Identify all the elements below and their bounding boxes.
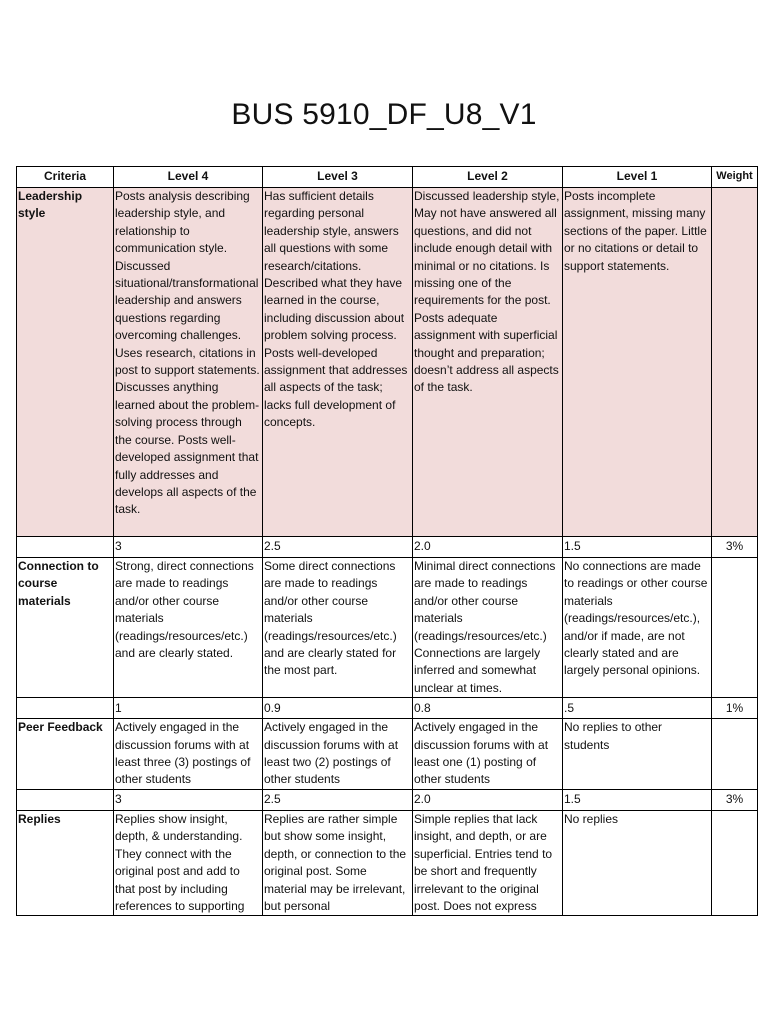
- score-cell: .5: [563, 698, 712, 719]
- level-2-cell: Discussed leadership style, May not have answered all questions, and did not include enough detail with minimal or no citations. Is missing one of the requirements for the post. Posts adequate assignment with superficial thought and preparation; doesn’t address all aspects of the task.: [413, 188, 563, 537]
- weight-value: 1%: [712, 698, 758, 719]
- score-cell: 1: [114, 698, 263, 719]
- level-1-cell: Posts incomplete assignment, missing many sections of the paper. Little or no citations or detail to support statements.: [563, 188, 712, 537]
- weight-cell: [712, 558, 758, 698]
- level-2-cell: Simple replies that lack insight, and depth, or are superficial. Entries tend to be short and frequently irrelevant to the original post. Does not express: [413, 810, 563, 915]
- table-row: [17, 558, 758, 698]
- score-cell: 1.5: [563, 537, 712, 558]
- level-4-cell: Replies show insight, depth, & understanding. They connect with the original post and add to that post by including references to supporting: [114, 810, 263, 915]
- header-level-2: Level 2: [413, 167, 563, 188]
- level-4-cell: Strong, direct connections are made to readings and/or other course materials (readings/resources/etc.) and are clearly stated.: [114, 558, 263, 698]
- score-row: [17, 789, 758, 810]
- criterion-cell: Connection to course materials: [17, 558, 114, 698]
- level-2-cell: Actively engaged in the discussion forums with at least one (1) posting of other students: [413, 719, 563, 790]
- header-level-3: Level 3: [263, 167, 413, 188]
- criterion-cell: Peer Feedback: [17, 719, 114, 790]
- level-3-cell: Replies are rather simple but show some insight, depth, or connection to the original post. Some material may be irrelevant, but personal: [263, 810, 413, 915]
- level-1-cell: No connections are made to readings or other course materials (readings/resources/etc.), and/or if made, are not clearly stated and are largely personal opinions.: [563, 558, 712, 698]
- score-cell: 2.0: [413, 789, 563, 810]
- level-3-cell: Some direct connections are made to readings and/or other course materials (readings/resources/etc.) and are clearly stated for the most part.: [263, 558, 413, 698]
- header-level-1: Level 1: [563, 167, 712, 188]
- criterion-cell: Leadership style: [17, 188, 114, 537]
- score-cell: 1.5: [563, 789, 712, 810]
- header-level-4: Level 4: [114, 167, 263, 188]
- score-cell: 0.9: [263, 698, 413, 719]
- header-row: [17, 167, 758, 188]
- score-cell: 0.8: [413, 698, 563, 719]
- score-row: [17, 698, 758, 719]
- level-4-cell: Actively engaged in the discussion forums with at least three (3) postings of other students: [114, 719, 263, 790]
- document-title: BUS 5910_DF_U8_V1: [231, 98, 537, 131]
- table-row: [17, 188, 758, 537]
- score-label-cell: [17, 537, 114, 558]
- level-3-cell: Actively engaged in the discussion forums with at least two (2) postings of other students: [263, 719, 413, 790]
- weight-value: 3%: [712, 789, 758, 810]
- score-cell: 3: [114, 789, 263, 810]
- level-1-cell: No replies: [563, 810, 712, 915]
- table-row: [17, 719, 758, 790]
- level-2-cell: Minimal direct connections are made to readings and/or other course materials (readings/resources/etc.) Connections are largely inferred and somewhat unclear at times.: [413, 558, 563, 698]
- score-cell: 3: [114, 537, 263, 558]
- level-3-cell: Has sufficient details regarding personal leadership style, answers all questions with some research/citations. Described what they have learned in the course, including discussion about problem solving process. Posts well-developed assignment that addresses all aspects of the task; lacks full development of concepts.: [263, 188, 413, 537]
- score-label-cell: [17, 789, 114, 810]
- header-weight: Weight: [712, 167, 758, 188]
- weight-value: 3%: [712, 537, 758, 558]
- score-label-cell: [17, 698, 114, 719]
- level-1-cell: No replies to other students: [563, 719, 712, 790]
- score-cell: 2.0: [413, 537, 563, 558]
- criterion-cell: Replies: [17, 810, 114, 915]
- level-4-cell: Posts analysis describing leadership style, and relationship to communication style. Discussed situational/transformational leadership and answers questions regarding overcoming challenges. Uses research, citations in post to support statements. Discusses anything learned about the problem-solving process through the course. Posts well-developed assignment that fully addresses and develops all aspects of the task.: [114, 188, 263, 537]
- table-row: [17, 810, 758, 915]
- score-cell: 2.5: [263, 789, 413, 810]
- weight-cell: [712, 188, 758, 537]
- score-row: [17, 537, 758, 558]
- weight-cell: [712, 810, 758, 915]
- score-cell: 2.5: [263, 537, 413, 558]
- rubric-table: [16, 166, 758, 916]
- header-criteria: Criteria: [17, 167, 114, 188]
- weight-cell: [712, 719, 758, 790]
